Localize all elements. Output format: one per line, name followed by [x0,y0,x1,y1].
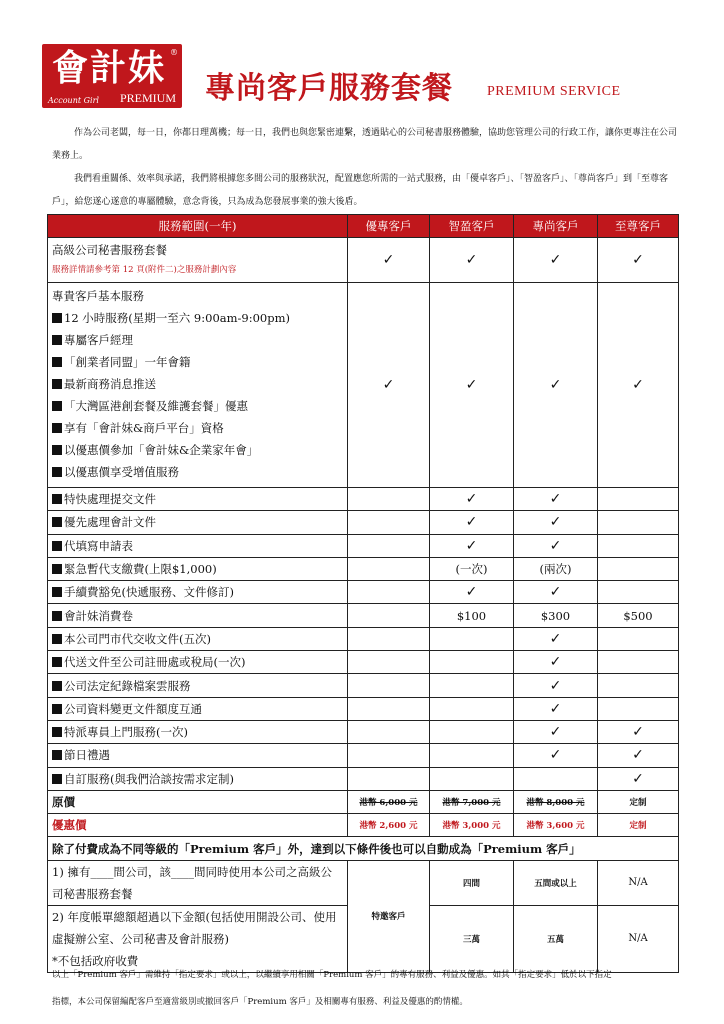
tier-cell [598,488,679,511]
table-row [48,557,679,580]
tier-cell: $500 [598,604,679,627]
square-bullet-icon [52,517,62,527]
intro-text [52,122,678,214]
square-bullet-icon [52,634,62,644]
tier-cell: $300 [514,604,598,627]
intro-paragraph-1: 作為公司老闆，每一日，你都日理萬機；每一日，我們也與您緊密連繫，透過貼心的公司秘書服務體驗，協助您管理公司的行政工作，讓你更專注在公司業務上。 [52,128,678,161]
tier-cell: ✓ [598,744,679,767]
row-label: 代送文件至公司註冊處或稅局(一次) [48,651,348,674]
table-row [48,744,679,767]
logo-subtitle: Account Girl [48,96,99,105]
row-label: 特快處理提交文件 [48,488,348,511]
row-label: 原價 [48,790,348,813]
square-bullet-icon [52,657,62,667]
tier-cell: ✓ [514,744,598,767]
square-bullet-icon [52,564,62,574]
tier-cell: ✓ [430,511,514,534]
logo-premium-text: PREMIUM [119,91,176,105]
square-bullet-icon [52,611,62,621]
tier-cell [430,627,514,650]
check-cell: ✓ [514,283,598,488]
check-cell: ✓ [514,238,598,283]
tier-cell [430,651,514,674]
tier-cell [514,767,598,790]
row-label: 公司法定紀錄檔案雲服務 [48,674,348,697]
square-bullet-icon [52,681,62,691]
row-label: 會計妹消費卷 [48,604,348,627]
footer-line-1: 以上「Premium 客戶」需維持「指定要求」或以上，以繼續享用相關「Premium 客戶」的專有服務、利益及優惠。如其「指定要求」低於以下指定 [52,970,612,980]
tier-cell [348,627,430,650]
basic-service-item: 以優惠價享受增值服務 [52,462,343,484]
square-bullet-icon [52,774,62,784]
check-cell: ✓ [348,283,430,488]
table-row [48,720,679,743]
footer-line-2: 指標，本公司保留編配客戶至適當級別或撤回客戶「Premium 客戶」及相關專有服務、利益及優惠的酌情權。 [52,997,468,1007]
check-cell: ✓ [348,238,430,283]
square-bullet-icon [52,335,62,345]
basic-service-item: 「大灣區港創套餐及維護套餐」優惠 [52,396,343,418]
table-row [48,651,679,674]
tier-cell: ✓ [514,720,598,743]
tier-cell [598,651,679,674]
tier-cell [430,674,514,697]
square-bullet-icon [52,541,62,551]
tier-cell [598,534,679,557]
square-bullet-icon [52,467,62,477]
tier-cell: ✓ [514,488,598,511]
tier-cell: ✓ [514,627,598,650]
square-bullet-icon [52,313,62,323]
price-cell: 定制 [598,814,679,837]
logo-main-text: 會計妹 [52,47,167,89]
row-note: 服務詳情請參考第 12 頁(附件二)之服務計劃內容 [52,265,237,275]
tier-cell [348,604,430,627]
table-row [48,767,679,790]
tier-cell [598,511,679,534]
tier-cell: ✓ [514,581,598,604]
square-bullet-icon [52,750,62,760]
tier-cell: ✓ [514,674,598,697]
tier-cell [348,720,430,743]
condition-cell: N/A [598,860,679,905]
condition-1: 1) 擁有____間公司，該____間同時使用本公司之高級公司秘書服務套餐 [48,860,348,905]
tier-cell [598,674,679,697]
tier-cell: (兩次) [514,557,598,580]
header-tier-3: 專尚客戶 [514,215,598,238]
table-row [48,697,679,720]
price-cell: 港幣 3,600 元 [514,814,598,837]
page-title-english: PREMIUM SERVICE [487,84,621,99]
row-label: 優先處理會計文件 [48,511,348,534]
discount-price-row [48,814,679,837]
condition-header-row [48,837,679,860]
tier-cell [348,488,430,511]
intro-paragraph-2: 我們看重關係、效率與承諾，我們將根據您多間公司的服務狀況，配置應您所需的一站式服務，由「優卓客戶」、「智盈客戶」、「尊尚客戶」到「至尊客戶」，給您遂心遂意的專屬體驗，意念背後，只為成為您發展事業的強大後盾。 [52,174,669,207]
footer-note [52,962,678,1016]
row-label: 特派專員上門服務(一次) [48,720,348,743]
condition-2: 2) 年度帳單總額超過以下金額(包括使用開設公司、使用虛擬辦公室、公司秘書及會計服務) [52,909,337,946]
tier-cell: ✓ [514,651,598,674]
check-cell: ✓ [598,283,679,488]
condition-header: 除了付費成為不同等級的「Premium 客戶」外，達到以下條件後也可以自動成為「Premium 客戶」 [48,837,679,860]
tier-cell [348,697,430,720]
check-cell: ✓ [598,238,679,283]
tier-cell [430,744,514,767]
row-label: 專貴客戶基本服務 [52,289,144,304]
tier-cell: ✓ [514,697,598,720]
square-bullet-icon [52,587,62,597]
row-label: 公司資料變更文件額度互通 [48,697,348,720]
table-row [48,674,679,697]
tier-cell: ✓ [598,720,679,743]
row-label: 手續費豁免(快遞服務、文件修訂) [48,581,348,604]
price-cell: 港幣 3,000 元 [430,814,514,837]
basic-service-item: 12 小時服務(星期一至六 9:00am-9:00pm) [52,308,343,330]
square-bullet-icon [52,357,62,367]
tier-cell [598,557,679,580]
tier-cell [430,720,514,743]
logo-registered-mark: ® [170,48,178,57]
square-bullet-icon [52,379,62,389]
original-price-row [48,790,679,813]
square-bullet-icon [52,401,62,411]
table-row [48,488,679,511]
table-row [48,604,679,627]
condition-2-note: *不包括政府收費 [52,953,139,968]
basic-service-item: 專屬客戶經理 [52,330,343,352]
check-cell: ✓ [430,283,514,488]
basic-service-item: 最新商務消息推送 [52,374,343,396]
basic-service-item: 享有「會計妹&商戶平台」資格 [52,418,343,440]
condition-cell: 三萬 [430,905,514,972]
service-table [47,214,679,973]
price-cell: 港幣 6,000 元 [348,790,430,813]
tier-cell: ✓ [430,534,514,557]
table-row [48,511,679,534]
page-title: 專尚客戶服務套餐 [205,71,453,106]
condition-cell: 四間 [430,860,514,905]
table-row [48,238,679,283]
price-cell: 定制 [598,790,679,813]
row-label: 高級公司秘書服務套餐 [52,243,167,257]
condition-cell: N/A [598,905,679,972]
condition-cell: 五間或以上 [514,860,598,905]
square-bullet-icon [52,494,62,504]
row-label: 自訂服務(與我們洽談按需求定制) [48,767,348,790]
tier-cell [348,534,430,557]
header-tier-2: 智盈客戶 [430,215,514,238]
tier-cell [348,511,430,534]
square-bullet-icon [52,727,62,737]
tier-cell [348,557,430,580]
tier-cell [430,697,514,720]
tier-cell: ✓ [598,767,679,790]
condition-cell: 五萬 [514,905,598,972]
special-client-cell: 特邀客戶 [348,860,430,972]
square-bullet-icon [52,704,62,714]
row-label: 代填寫申請表 [48,534,348,557]
check-cell: ✓ [430,238,514,283]
square-bullet-icon [52,445,62,455]
table-row [48,283,679,488]
table-row [48,534,679,557]
tier-cell: $100 [430,604,514,627]
tier-cell [348,767,430,790]
tier-cell: ✓ [514,534,598,557]
tier-cell [348,744,430,767]
tier-cell: ✓ [430,488,514,511]
table-row [48,627,679,650]
price-cell: 港幣 8,000 元 [514,790,598,813]
header-tier-4: 至尊客戶 [598,215,679,238]
header-tier-1: 優專客戶 [348,215,430,238]
row-label: 緊急暫代支繳費(上限$1,000) [48,557,348,580]
square-bullet-icon [52,423,62,433]
tier-cell [598,627,679,650]
basic-service-item: 「創業者同盟」一年會籍 [52,352,343,374]
condition-row-1 [48,860,679,905]
tier-cell [348,581,430,604]
table-header-row [48,215,679,238]
row-label: 節日禮遇 [48,744,348,767]
price-cell: 港幣 7,000 元 [430,790,514,813]
header-service-scope: 服務範圍(一年) [48,215,348,238]
tier-cell [598,581,679,604]
company-logo [42,44,182,108]
row-label: 本公司門市代交收文件(五次) [48,627,348,650]
tier-cell: ✓ [514,511,598,534]
tier-cell: (一次) [430,557,514,580]
tier-cell: ✓ [430,581,514,604]
row-label: 優惠價 [48,814,348,837]
tier-cell [348,651,430,674]
tier-cell [348,674,430,697]
tier-cell [430,767,514,790]
basic-service-item: 以優惠價參加「會計妹&企業家年會」 [52,440,343,462]
tier-cell [598,697,679,720]
price-cell: 港幣 2,600 元 [348,814,430,837]
table-row [48,581,679,604]
